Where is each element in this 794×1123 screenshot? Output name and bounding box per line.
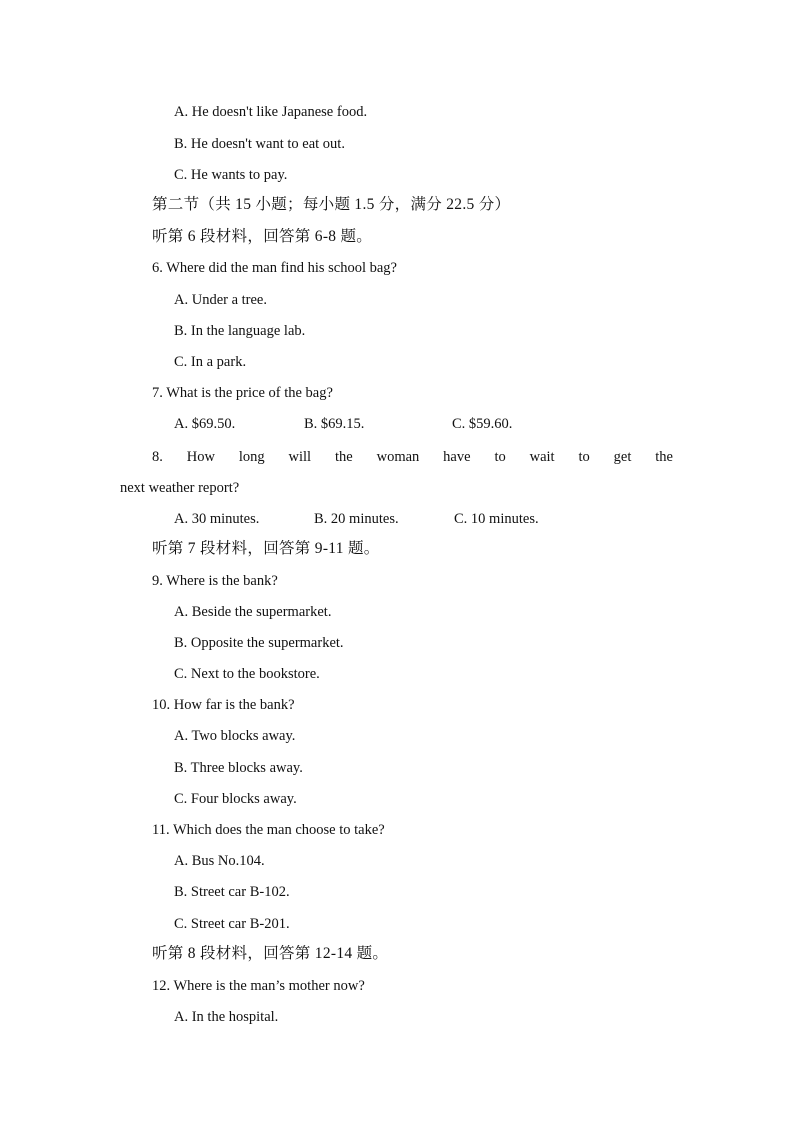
option-b: B. He doesn't want to eat out. [174,136,345,152]
word: woman [376,449,420,465]
question-10: 10. How far is the bank? [152,697,295,713]
word: get [613,449,632,465]
question-8-continuation: next weather report? [120,480,240,496]
word: the [334,449,353,465]
option-b: B. 20 minutes. [314,511,399,527]
option-a: A. 30 minutes. [174,511,260,527]
option-c: C. Four blocks away. [174,791,297,807]
word: 8. [152,449,163,465]
option-a: A. Under a tree. [174,292,267,308]
option-b: B. Three blocks away. [174,760,303,776]
option-a: A. He doesn't like Japanese food. [174,104,368,120]
question-9: 9. Where is the bank? [152,573,278,589]
question-11: 11. Which does the man choose to take? [152,822,385,838]
passage-instruction: 听第 7 段材料，回答第 9-11 题。 [152,540,380,557]
word: to [494,449,506,465]
word: to [578,449,590,465]
option-c: C. He wants to pay. [174,167,288,183]
question-12: 12. Where is the man’s mother now? [152,978,365,994]
word: How [186,449,215,465]
option-b: B. Street car B-102. [174,884,290,900]
option-a: A. In the hospital. [174,1009,279,1025]
option-c: C. 10 minutes. [454,511,539,527]
option-b: B. In the language lab. [174,323,306,339]
options-row [0,415,794,433]
option-a: A. Beside the supermarket. [174,604,332,620]
word: wait [529,449,555,465]
option-b: B. $69.15. [304,416,365,432]
word: will [288,449,312,465]
option-a: A. Two blocks away. [174,728,296,744]
option-c: C. In a park. [174,354,247,370]
word: the [655,449,673,465]
word: long [238,449,265,465]
option-c: C. $59.60. [452,416,513,432]
passage-instruction: 听第 8 段材料，回答第 12-14 题。 [152,945,389,962]
passage-instruction: 听第 6 段材料，回答第 6-8 题。 [152,228,373,245]
section-heading: 第二节（共 15 小题；每小题 1.5 分，满分 22.5 分） [152,196,511,213]
question-7: 7. What is the price of the bag? [152,385,333,401]
question-6: 6. Where did the man find his school bag? [152,260,397,276]
question-8 [152,448,673,466]
option-a: A. $69.50. [174,416,236,432]
word: have [443,449,471,465]
option-a: A. Bus No.104. [174,853,265,869]
option-b: B. Opposite the supermarket. [174,635,344,651]
option-c: C. Next to the bookstore. [174,666,320,682]
options-row [0,510,794,528]
option-c: C. Street car B-201. [174,916,290,932]
